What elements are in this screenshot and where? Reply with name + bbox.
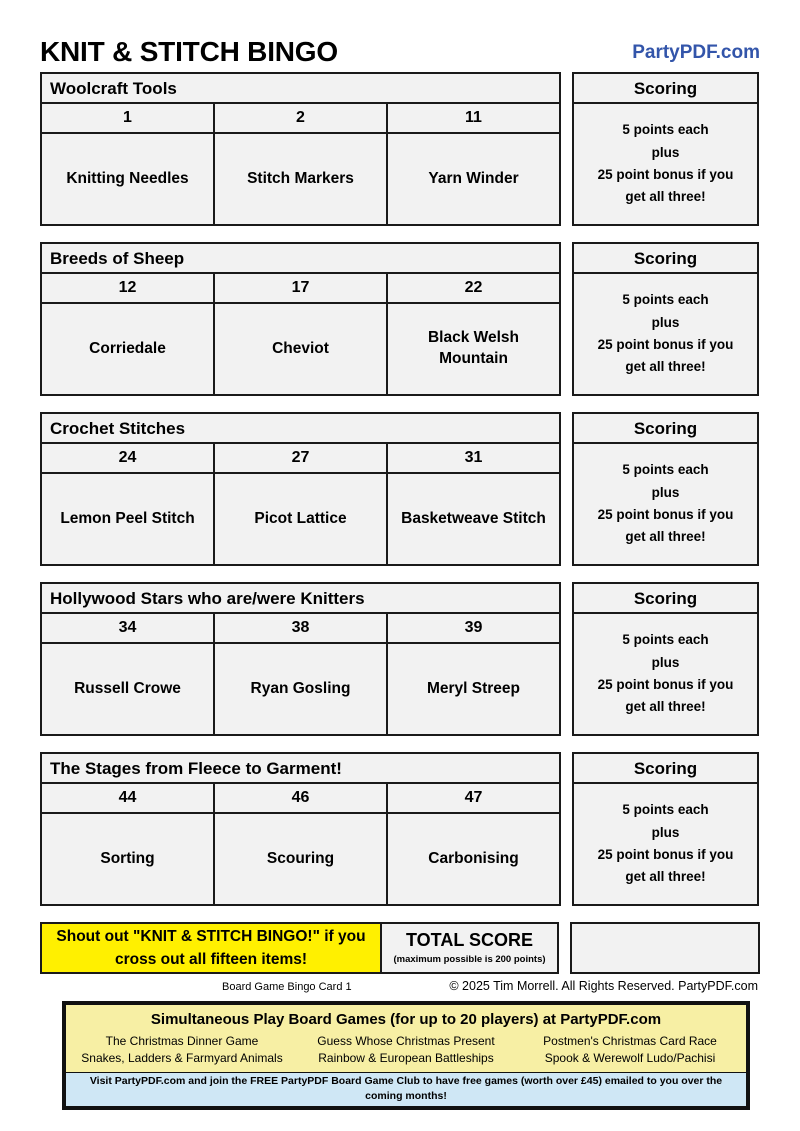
scoring-panel — [572, 582, 759, 736]
shout-out-banner — [40, 922, 382, 974]
card-id-label: Board Game Bingo Card 1 — [222, 981, 352, 993]
scoring-line-2: plus — [651, 824, 680, 840]
scoring-heading: Scoring — [574, 754, 757, 784]
scoring-line-2: plus — [651, 484, 680, 500]
scoring-line-3: 25 point bonus if you — [597, 677, 734, 692]
scoring-line-1: 5 points each — [622, 802, 709, 818]
total-score-input[interactable] — [570, 922, 760, 974]
shout-line-1: Shout out "KNIT & STITCH BINGO!" if you — [56, 927, 366, 945]
number-row — [42, 104, 559, 134]
scoring-heading: Scoring — [574, 244, 757, 274]
item-cell[interactable]: Stitch Markers — [215, 134, 388, 224]
scoring-text — [574, 614, 757, 734]
number-cell[interactable]: 38 — [215, 614, 388, 642]
item-row — [42, 814, 559, 904]
item-cell[interactable]: Scouring — [215, 814, 388, 904]
number-row — [42, 274, 559, 304]
number-row — [42, 444, 559, 474]
category-block — [40, 582, 760, 736]
scoring-heading: Scoring — [574, 414, 757, 444]
scoring-line-1: 5 points each — [622, 122, 709, 138]
total-score-label: TOTAL SCORE — [405, 930, 533, 951]
item-row — [42, 644, 559, 734]
promo-game-list — [66, 1033, 746, 1072]
number-cell[interactable]: 47 — [388, 784, 559, 812]
item-cell[interactable]: Russell Crowe — [42, 644, 215, 734]
item-cell[interactable]: Basketweave Stitch — [388, 474, 559, 564]
item-cell[interactable]: Corriedale — [42, 304, 215, 394]
category-title: Woolcraft Tools — [42, 74, 559, 104]
scoring-line-4: get all three! — [625, 189, 706, 205]
number-cell[interactable]: 11 — [388, 104, 559, 132]
number-cell[interactable]: 34 — [42, 614, 215, 642]
footer — [40, 979, 760, 993]
category-grid — [40, 72, 561, 226]
category-title: The Stages from Fleece to Garment! — [42, 754, 559, 784]
brand-logo[interactable]: PartyPDF.com — [632, 42, 760, 63]
scoring-line-2: plus — [651, 314, 680, 330]
scoring-line-3: 25 point bonus if you — [597, 337, 734, 352]
scoring-heading: Scoring — [574, 74, 757, 104]
category-block — [40, 412, 760, 566]
scoring-line-1: 5 points each — [622, 462, 709, 478]
item-row — [42, 304, 559, 394]
scoring-line-3: 25 point bonus if you — [597, 167, 734, 182]
item-cell[interactable]: Black Welsh Mountain — [388, 304, 559, 394]
scoring-line-2: plus — [651, 654, 680, 670]
scoring-panel — [572, 752, 759, 906]
item-row — [42, 134, 559, 224]
promo-footnote[interactable]: Visit PartyPDF.com and join the FREE PartyPDF Board Game Club to have free games (worth over £45) emailed to you over the coming months! — [66, 1072, 746, 1107]
scoring-panel — [572, 242, 759, 396]
category-block — [40, 242, 760, 396]
category-block — [40, 72, 760, 226]
total-score-label-box — [382, 922, 559, 974]
number-cell[interactable]: 44 — [42, 784, 215, 812]
scoring-line-3: 25 point bonus if you — [597, 507, 734, 522]
promo-game-item[interactable]: Guess Whose Christmas Present — [317, 1033, 495, 1048]
number-cell[interactable]: 17 — [215, 274, 388, 302]
scoring-line-4: get all three! — [625, 869, 706, 885]
item-cell[interactable]: Sorting — [42, 814, 215, 904]
number-row — [42, 614, 559, 644]
page-header — [40, 0, 760, 72]
item-cell[interactable]: Knitting Needles — [42, 134, 215, 224]
number-cell[interactable]: 22 — [388, 274, 559, 302]
scoring-panel — [572, 412, 759, 566]
promo-headline: Simultaneous Play Board Games (for up to 20 players) at PartyPDF.com — [150, 1011, 662, 1028]
category-block — [40, 752, 760, 906]
scoring-text — [574, 104, 757, 224]
page-title: KNIT & STITCH BINGO — [40, 36, 338, 67]
scoring-line-1: 5 points each — [622, 292, 709, 308]
copyright-label: © 2025 Tim Morrell. All Rights Reserved. PartyPDF.com — [449, 979, 758, 993]
category-title: Crochet Stitches — [42, 414, 559, 444]
scoring-heading: Scoring — [574, 584, 757, 614]
promo-game-item[interactable]: The Christmas Dinner Game — [105, 1033, 259, 1048]
total-score-note: (maximum possible is 200 points) — [393, 954, 546, 966]
promo-game-item[interactable]: Rainbow & European Battleships — [318, 1051, 494, 1066]
promo-game-item[interactable]: Snakes, Ladders & Farmyard Animals — [81, 1051, 283, 1066]
scoring-line-1: 5 points each — [622, 632, 709, 648]
number-cell[interactable]: 24 — [42, 444, 215, 472]
number-cell[interactable]: 39 — [388, 614, 559, 642]
promo-banner — [62, 1001, 750, 1110]
scoring-line-4: get all three! — [625, 529, 706, 545]
scoring-line-4: get all three! — [625, 699, 706, 715]
scoring-text — [574, 444, 757, 564]
scoring-text — [574, 784, 757, 904]
scoring-line-3: 25 point bonus if you — [597, 847, 734, 862]
item-cell[interactable]: Lemon Peel Stitch — [42, 474, 215, 564]
category-grid — [40, 582, 561, 736]
scoring-panel — [572, 72, 759, 226]
category-grid — [40, 242, 561, 396]
number-cell[interactable]: 27 — [215, 444, 388, 472]
scoring-line-2: plus — [651, 144, 680, 160]
item-cell[interactable]: Meryl Streep — [388, 644, 559, 734]
promo-game-item[interactable]: Postmen's Christmas Card Race — [543, 1033, 717, 1048]
number-cell[interactable]: 12 — [42, 274, 215, 302]
scoring-line-4: get all three! — [625, 359, 706, 375]
item-row — [42, 474, 559, 564]
scoring-text — [574, 274, 757, 394]
item-cell[interactable]: Yarn Winder — [388, 134, 559, 224]
category-grid — [40, 752, 561, 906]
number-cell[interactable]: 1 — [42, 104, 215, 132]
item-cell[interactable]: Cheviot — [215, 304, 388, 394]
number-cell[interactable]: 46 — [215, 784, 388, 812]
number-row — [42, 784, 559, 814]
item-cell[interactable]: Picot Lattice — [215, 474, 388, 564]
number-cell[interactable]: 31 — [388, 444, 559, 472]
promo-game-item[interactable]: Spook & Werewolf Ludo/Pachisi — [544, 1051, 716, 1066]
category-title: Breeds of Sheep — [42, 244, 559, 274]
category-grid — [40, 412, 561, 566]
item-cell[interactable]: Carbonising — [388, 814, 559, 904]
shout-line-2: cross out all fifteen items! — [114, 951, 308, 968]
item-cell[interactable]: Ryan Gosling — [215, 644, 388, 734]
number-cell[interactable]: 2 — [215, 104, 388, 132]
category-title: Hollywood Stars who are/were Knitters — [42, 584, 559, 614]
shout-total-row — [40, 922, 760, 974]
